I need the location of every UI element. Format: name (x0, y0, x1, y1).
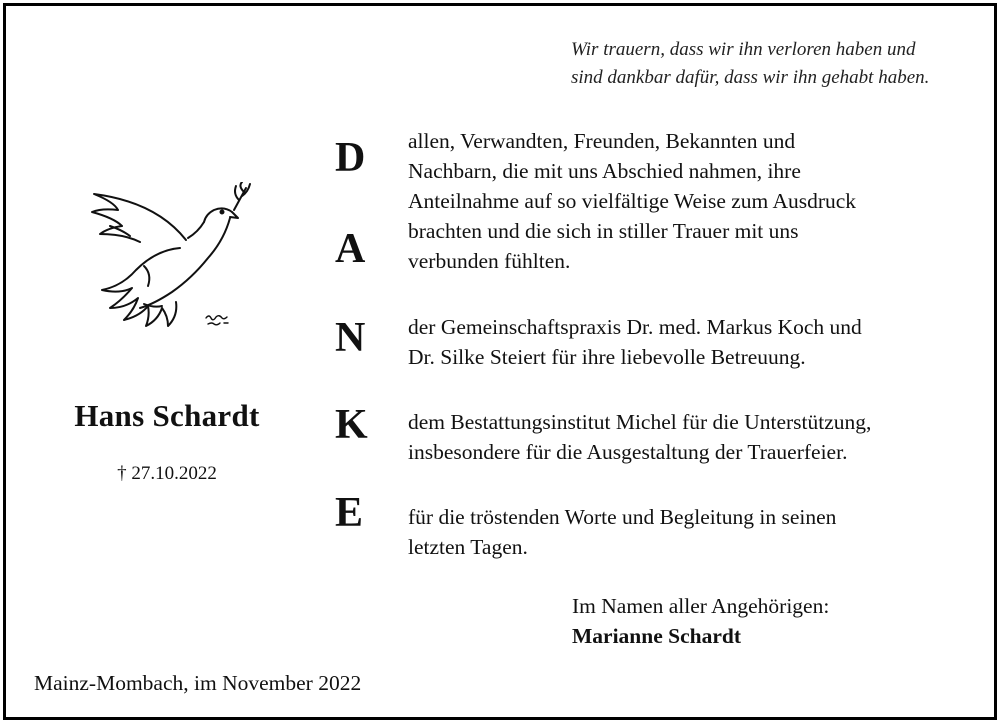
danke-letter-a: A (335, 226, 366, 272)
thanks-paragraph-words (408, 502, 983, 562)
signature-intro: Im Namen aller Angehörigen: (572, 594, 830, 618)
paragraph-line: brachten und die sich in stiller Trauer mit uns (408, 219, 799, 243)
deceased-name: Hans Schardt (74, 398, 260, 433)
dove-drawing (84, 182, 254, 332)
signature-name: Marianne Schardt (572, 624, 742, 648)
paragraph-line: der Gemeinschaftspraxis Dr. med. Markus Koch und (408, 315, 862, 339)
obituary-card (3, 3, 997, 720)
paragraph-line: Dr. Silke Steiert für ihre liebevolle Betreuung. (408, 345, 806, 369)
paragraph-line: dem Bestattungsinstitut Michel für die Unterstützung, (408, 410, 872, 434)
quote-line: sind dankbar dafür, dass wir ihn gehabt haben. (571, 67, 930, 88)
paragraph-line: verbunden fühlten. (408, 249, 571, 273)
danke-letter-k: K (335, 402, 368, 448)
paragraph-line: Anteilnahme auf so vielfältige Weise zum Ausdruck (408, 189, 857, 213)
danke-letter-d: D (335, 135, 366, 181)
paragraph-line: allen, Verwandten, Freunden, Bekannten und (408, 129, 796, 153)
paragraph-line: Nachbarn, die mit uns Abschied nahmen, ihre (408, 159, 801, 183)
danke-letter-n: N (335, 315, 366, 361)
death-date: † 27.10.2022 (117, 463, 217, 484)
thanks-paragraph-doctors (408, 312, 983, 372)
paragraph-line: für die tröstenden Worte und Begleitung in seinen (408, 505, 837, 529)
quote-line: Wir trauern, dass wir ihn verloren haben und (571, 39, 916, 60)
place-and-date: Mainz-Mombach, im November 2022 (34, 671, 362, 695)
thanks-paragraph-relatives (408, 126, 983, 276)
paragraph-line: letzten Tagen. (408, 535, 528, 559)
danke-letter-e: E (335, 490, 364, 536)
thanks-paragraph-funeral-home (408, 407, 983, 467)
paragraph-line: insbesondere für die Ausgestaltung der Trauerfeier. (408, 440, 848, 464)
epigraph-quote (571, 36, 991, 92)
